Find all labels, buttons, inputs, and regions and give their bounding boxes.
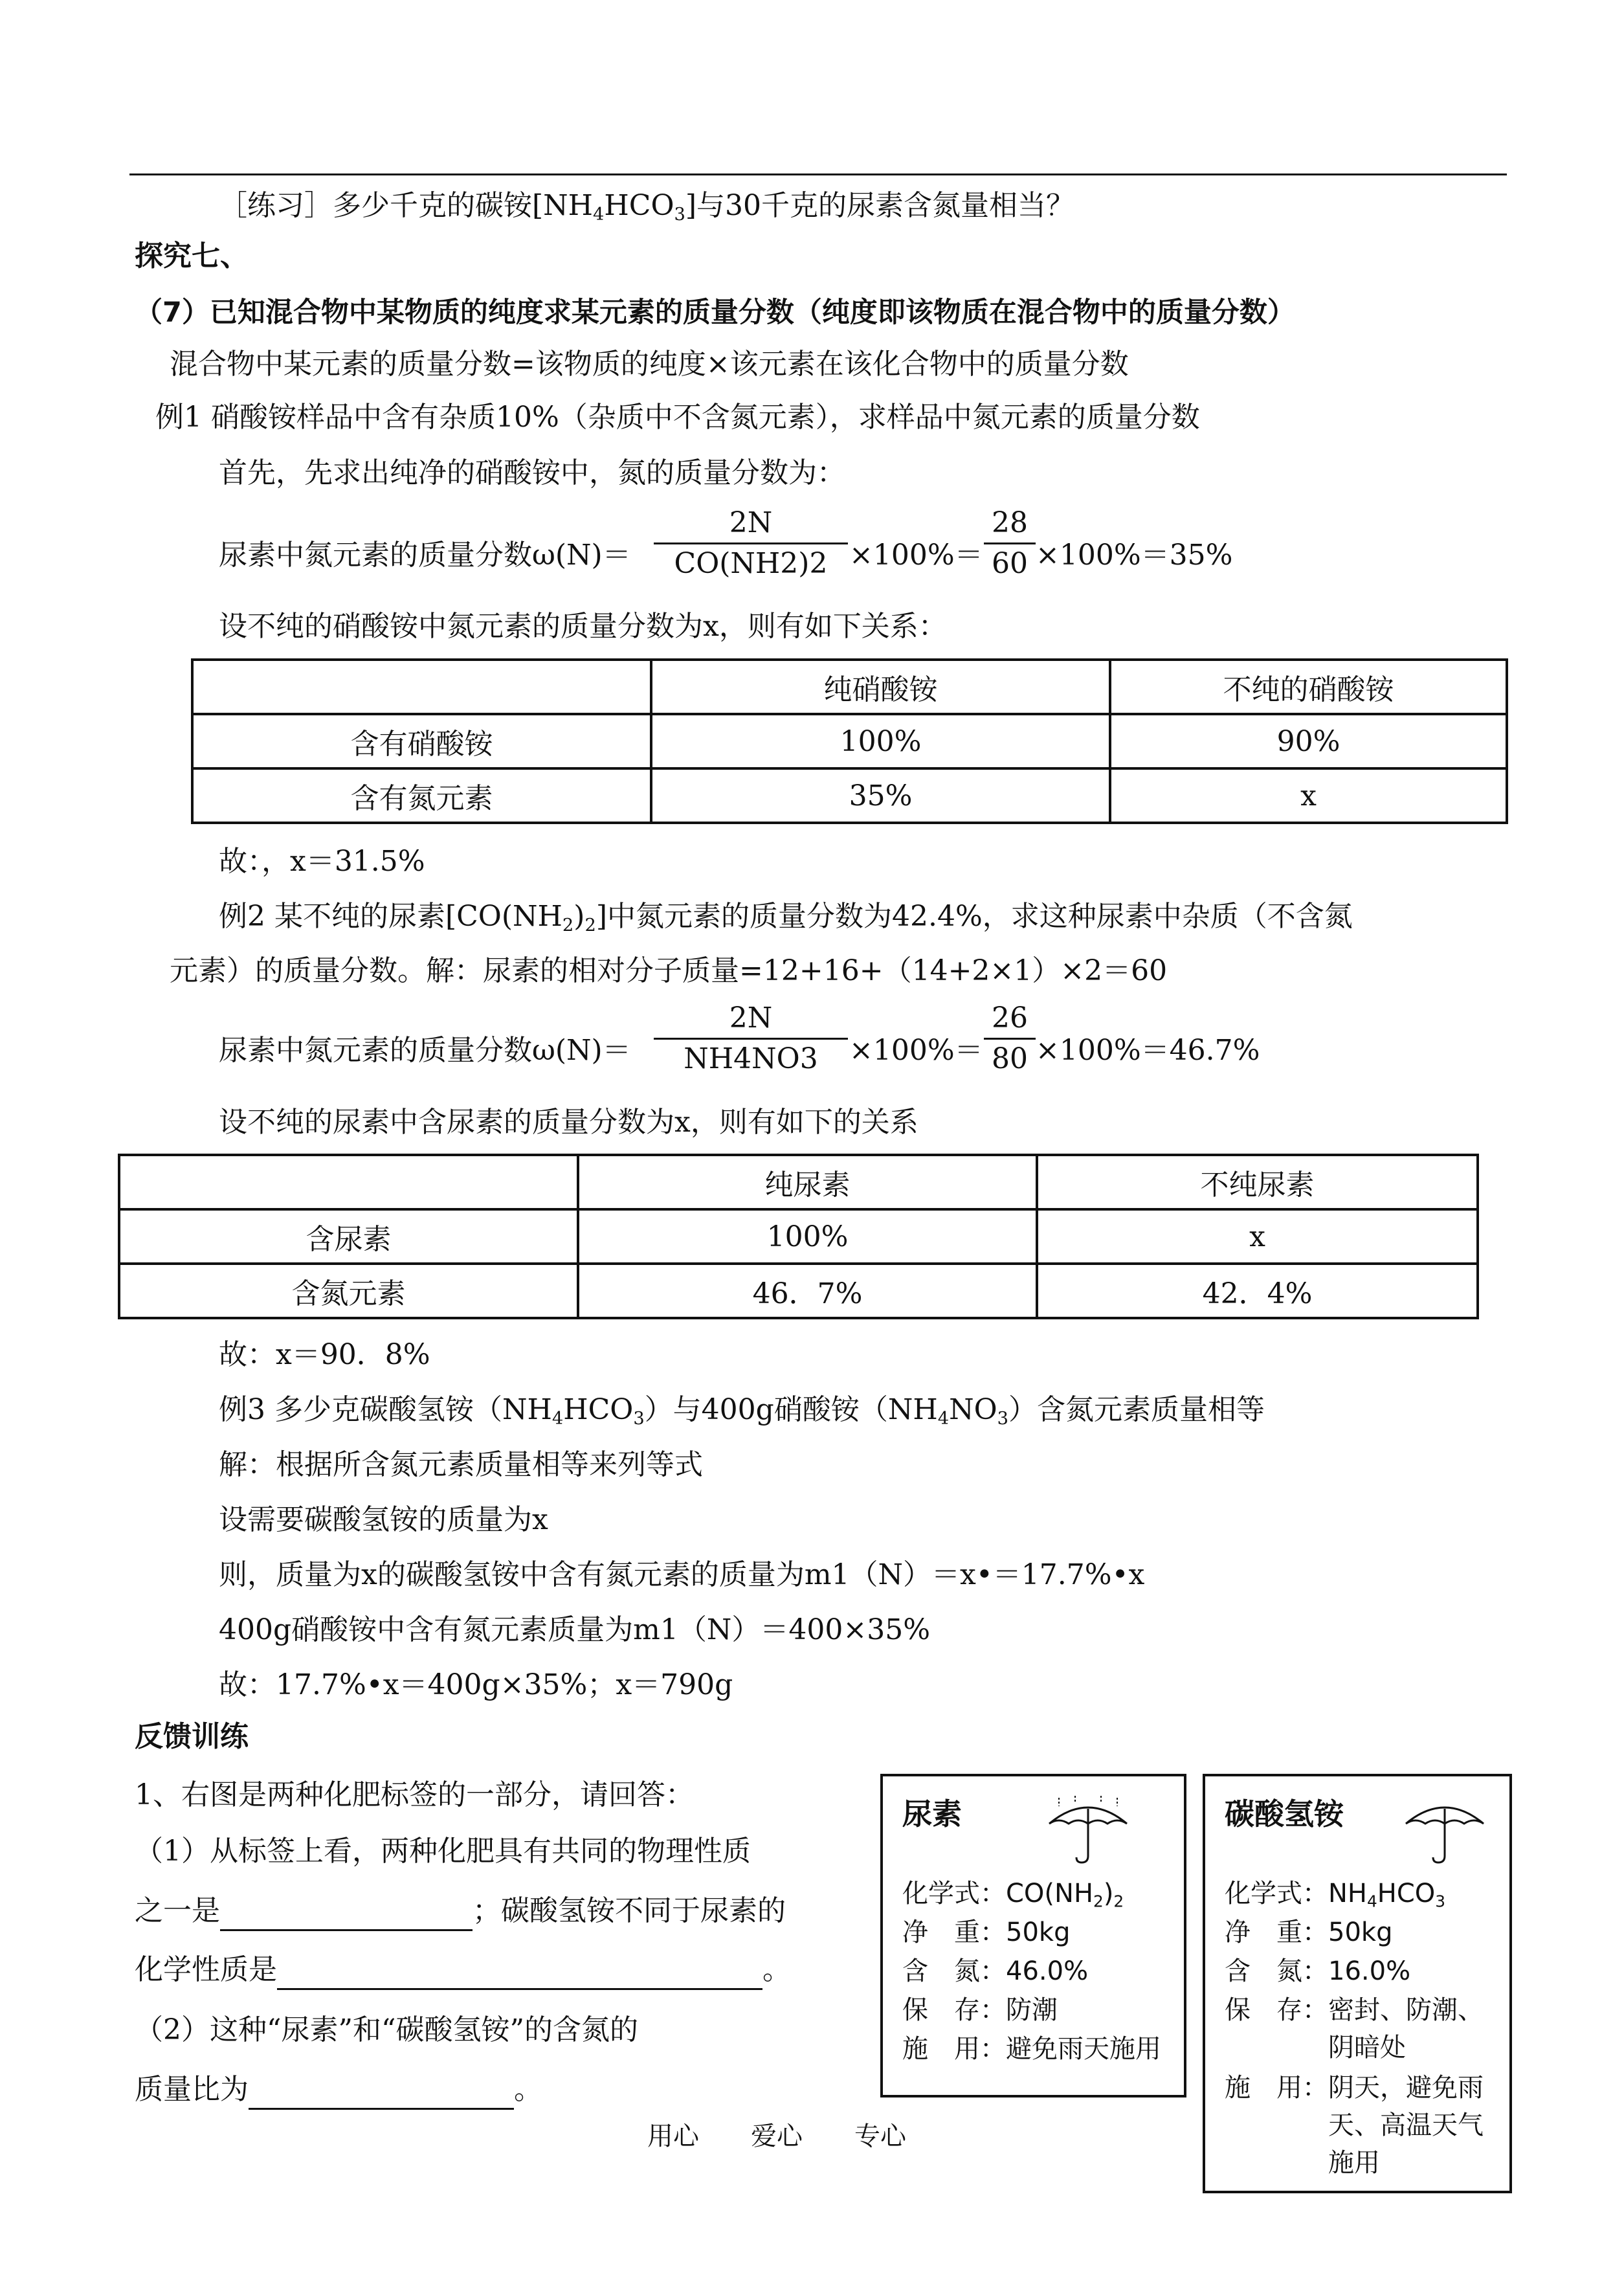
ex2-frac1-den: NH4NO3: [684, 1042, 818, 1075]
fraction-bar: [654, 1038, 848, 1040]
ex1-calc-mid: ×100%＝: [849, 539, 983, 572]
ex1-calc-prefix: 尿素中氮元素的质量分数ω(N)＝: [219, 539, 631, 572]
table-row: [192, 768, 1507, 823]
ex2-fraction-1: [654, 1000, 848, 1077]
row-val: NH: [1328, 1879, 1367, 1908]
feedback-q1-2b: [135, 2072, 542, 2110]
row-val-sub2: 2: [1113, 1892, 1124, 1911]
ex3-l1b: HCO: [563, 1393, 634, 1426]
ex3-s1: 4: [551, 1409, 564, 1429]
ex1-calc-end: ×100%＝35%: [1036, 539, 1233, 572]
urea-label: [880, 1774, 1186, 2097]
table-cell: x: [1037, 1209, 1478, 1264]
q1-2b-pre: 质量比为: [135, 2073, 249, 2106]
q1-1c-pre: 化学性质是: [135, 1953, 277, 1986]
ex3-l1c: ）与400g硝酸铵（NH: [644, 1393, 938, 1426]
abc-row-storage: [1225, 1991, 1503, 2066]
ex2-fraction-2: [984, 1000, 1036, 1077]
ex3-line4: 则，质量为x的碳酸氢铵中含有氮元素的质量为m1（N）＝x•＝17.7%•x: [219, 1558, 1145, 1591]
table-cell: x: [1110, 768, 1507, 823]
fraction-bar: [984, 542, 1036, 544]
table-cell: 100%: [651, 714, 1110, 768]
table-row: [119, 1209, 1478, 1264]
row-val: 50kg: [1006, 1918, 1071, 1947]
answer-blank-1[interactable]: [220, 1893, 473, 1931]
row-val-sub: 2: [1093, 1892, 1104, 1911]
feedback-q1-2a: （2）这种“尿素”和“碳酸氢铵”的含氮的: [135, 2013, 638, 2046]
ex1-result: 故：，x＝31.5%: [219, 845, 425, 878]
row-val: 避免雨天施用: [1006, 2034, 1161, 2064]
q1-1b-pre: 之一是: [135, 1894, 220, 1927]
row-val: 46.0%: [1006, 1956, 1089, 1986]
urea-row-usage: [902, 2030, 1161, 2068]
ex2-sub2: 2: [584, 915, 596, 936]
abc-row-weight: [1225, 1914, 1392, 1951]
row-key: 含 氮：: [902, 1956, 1006, 1986]
table-cell: 含氮元素: [119, 1264, 578, 1318]
ex3-line5: 400g硝酸铵中含有氮元素质量为m1（N）＝400×35%: [219, 1613, 931, 1646]
row-key: 净 重：: [1225, 1918, 1328, 1947]
heading-7: （7）已知混合物中某物质的纯度求某元素的质量分数（纯度即该物质在混合物中的质量分数）: [135, 296, 1295, 329]
row-key: 净 重：: [902, 1918, 1006, 1947]
row-val: CO(NH: [1006, 1879, 1094, 1908]
abc-row-usage: [1225, 2069, 1484, 2182]
ex3-line6: 故：17.7%•x＝400g×35%；x＝790g: [219, 1668, 733, 1701]
table-cell: [192, 660, 651, 714]
umbrella-icon: [1403, 1795, 1487, 1866]
table-cell: 46．7%: [578, 1264, 1037, 1318]
row-val: 16.0%: [1328, 1956, 1411, 1986]
ex1-frac2-den: 60: [992, 547, 1028, 580]
ex1-fraction-2: [984, 505, 1036, 582]
row-key: 施 用：: [1225, 2073, 1328, 2103]
fraction-bar: [654, 542, 848, 544]
q1-2b-post: 。: [514, 2073, 542, 2106]
row-key: 化学式：: [902, 1879, 1006, 1908]
practice-sub1: 4: [593, 205, 605, 225]
ex3-l1e: ）含氮元素质量相等: [1008, 1393, 1265, 1426]
ex1-title: 例1 硝酸铵样品中含有杂质10%（杂质中不含氮元素），求样品中氮元素的质量分数: [155, 401, 1200, 434]
ex3-l1d: NO: [949, 1393, 997, 1426]
ex1-first: 首先，先求出纯净的硝酸铵中，氮的质量分数为：: [219, 456, 845, 489]
ex3-line2: 解：根据所含氮元素质量相等来列等式: [219, 1448, 703, 1481]
ex1-fraction-1: [654, 505, 848, 582]
practice-sub2: 3: [674, 205, 685, 225]
q1-1c-post: 。: [762, 1953, 791, 1986]
row-key: 保 存：: [1225, 1995, 1328, 2025]
abc-row-formula: [1225, 1875, 1445, 1912]
ex2-frac2-den: 80: [992, 1042, 1028, 1075]
row-val: 50kg: [1328, 1918, 1393, 1947]
table-cell: 含有硝酸铵: [192, 714, 651, 768]
q1-1b-post: ；碳酸氢铵不同于尿素的: [473, 1894, 786, 1927]
ex1-frac2-num: 28: [992, 506, 1028, 539]
practice-suffix: ]与30千克的尿素含氮量相当？: [685, 189, 1075, 222]
row-val-sub: 4: [1367, 1892, 1377, 1911]
page-footer: 用心 爱心 专心: [647, 2121, 906, 2151]
umbrella-icon: [1046, 1795, 1130, 1866]
row-key: 保 存：: [902, 1995, 1006, 2025]
table-cell: 90%: [1110, 714, 1507, 768]
table-cell: 42．4%: [1037, 1264, 1478, 1318]
ex3-s2: 3: [633, 1409, 645, 1429]
feedback-q1: 1、右图是两种化肥标签的一部分，请回答：: [135, 1778, 694, 1811]
ex3-l1a: 例3 多少克碳酸氢铵（NH: [219, 1393, 552, 1426]
row-val-sub2: 3: [1435, 1892, 1446, 1911]
ex2-calc-prefix: 尿素中氮元素的质量分数ω(N)＝: [219, 1034, 631, 1067]
table-cell: 含有氮元素: [192, 768, 651, 823]
ex1-frac1-num: 2N: [729, 506, 773, 539]
table-cell: 35%: [651, 768, 1110, 823]
ex2-line1-a: 例2 某不纯的尿素[CO(NH: [219, 900, 562, 933]
table-header-row: [192, 660, 1507, 714]
section-title: 探究七、: [135, 240, 249, 273]
practice-prefix: ［练习］多少千克的碳铵[NH: [219, 189, 594, 222]
ex2-sub1: 2: [562, 915, 574, 936]
feedback-q1-1a: （1）从标签上看，两种化肥具有共同的物理性质: [135, 1835, 751, 1868]
ex2-setup: 设不纯的尿素中含尿素的质量分数为x，则有如下的关系: [219, 1106, 918, 1139]
urea-row-weight: [902, 1914, 1070, 1951]
row-val-tail: HCO: [1377, 1879, 1436, 1908]
formula-line: 混合物中某元素的质量分数=该物质的纯度×该元素在该化合物中的质量分数: [170, 348, 1129, 381]
abc-row-nitrogen: [1225, 1952, 1410, 1990]
feedback-q1-1b: [135, 1893, 786, 1931]
table-cell: 100%: [578, 1209, 1037, 1264]
ex3-line1: [219, 1392, 1265, 1428]
table-cell: 不纯的硝酸铵: [1110, 660, 1507, 714]
ex2-line1-b: ): [573, 900, 585, 933]
row-val: 阴天，避免雨天、高温天气施用: [1328, 2073, 1484, 2178]
ex2-frac2-num: 26: [992, 1001, 1028, 1035]
table-cell: [119, 1155, 578, 1209]
top-rule: [129, 173, 1507, 175]
row-val: 密封、防潮、阴暗处: [1328, 1995, 1484, 2063]
ex2-line2: 元素）的质量分数。解：尿素的相对分子质量=12+16+（14+2×1）×2＝60: [170, 954, 1168, 987]
table-cell: 纯尿素: [578, 1155, 1037, 1209]
ex2-calc-end: ×100%＝46.7%: [1036, 1034, 1260, 1067]
fraction-bar: [984, 1038, 1036, 1040]
ex1-frac1-den: CO(NH2)2: [674, 547, 828, 580]
urea-row-storage: [902, 1991, 1058, 2029]
urea-label-title: 尿素: [902, 1796, 962, 1831]
table-row: [192, 714, 1507, 768]
row-key: 化学式：: [1225, 1879, 1328, 1908]
answer-blank-2[interactable]: [277, 1952, 762, 1990]
row-key: 含 氮：: [1225, 1956, 1328, 1986]
table-header-row: [119, 1155, 1478, 1209]
practice-mid: HCO: [604, 189, 674, 222]
ex2-table: [118, 1154, 1479, 1319]
abc-label: [1203, 1774, 1512, 2193]
ex3-line3: 设需要碳酸氢铵的质量为x: [219, 1503, 548, 1536]
table-cell: 不纯尿素: [1037, 1155, 1478, 1209]
urea-row-nitrogen: [902, 1952, 1088, 1990]
table-cell: 含尿素: [119, 1209, 578, 1264]
urea-row-formula: [902, 1875, 1124, 1912]
ex2-frac1-num: 2N: [729, 1001, 773, 1035]
table-row: [119, 1264, 1478, 1318]
row-key: 施 用：: [902, 2034, 1006, 2064]
table-cell: 纯硝酸铵: [651, 660, 1110, 714]
ex1-table: [191, 658, 1508, 824]
feedback-title: 反馈训练: [135, 1720, 249, 1753]
abc-label-title: 碳酸氢铵: [1225, 1796, 1344, 1831]
feedback-q1-1c: [135, 1952, 791, 1990]
ex2-line1: [219, 899, 1353, 935]
ex2-result: 故：x＝90．8%: [219, 1338, 430, 1371]
answer-blank-3[interactable]: [249, 2072, 514, 2110]
ex2-line1-c: ]中氮元素的质量分数为42.4%，求这种尿素中杂质（不含氮: [595, 900, 1353, 933]
row-val: 防潮: [1006, 1995, 1058, 2025]
ex1-setup: 设不纯的硝酸铵中氮元素的质量分数为x，则有如下关系：: [219, 610, 947, 643]
practice-line: [219, 188, 1074, 224]
row-val-tail: ): [1103, 1879, 1114, 1908]
ex3-s4: 3: [997, 1409, 1009, 1429]
ex2-calc-mid: ×100%＝: [849, 1034, 983, 1067]
ex3-s3: 4: [937, 1409, 950, 1429]
